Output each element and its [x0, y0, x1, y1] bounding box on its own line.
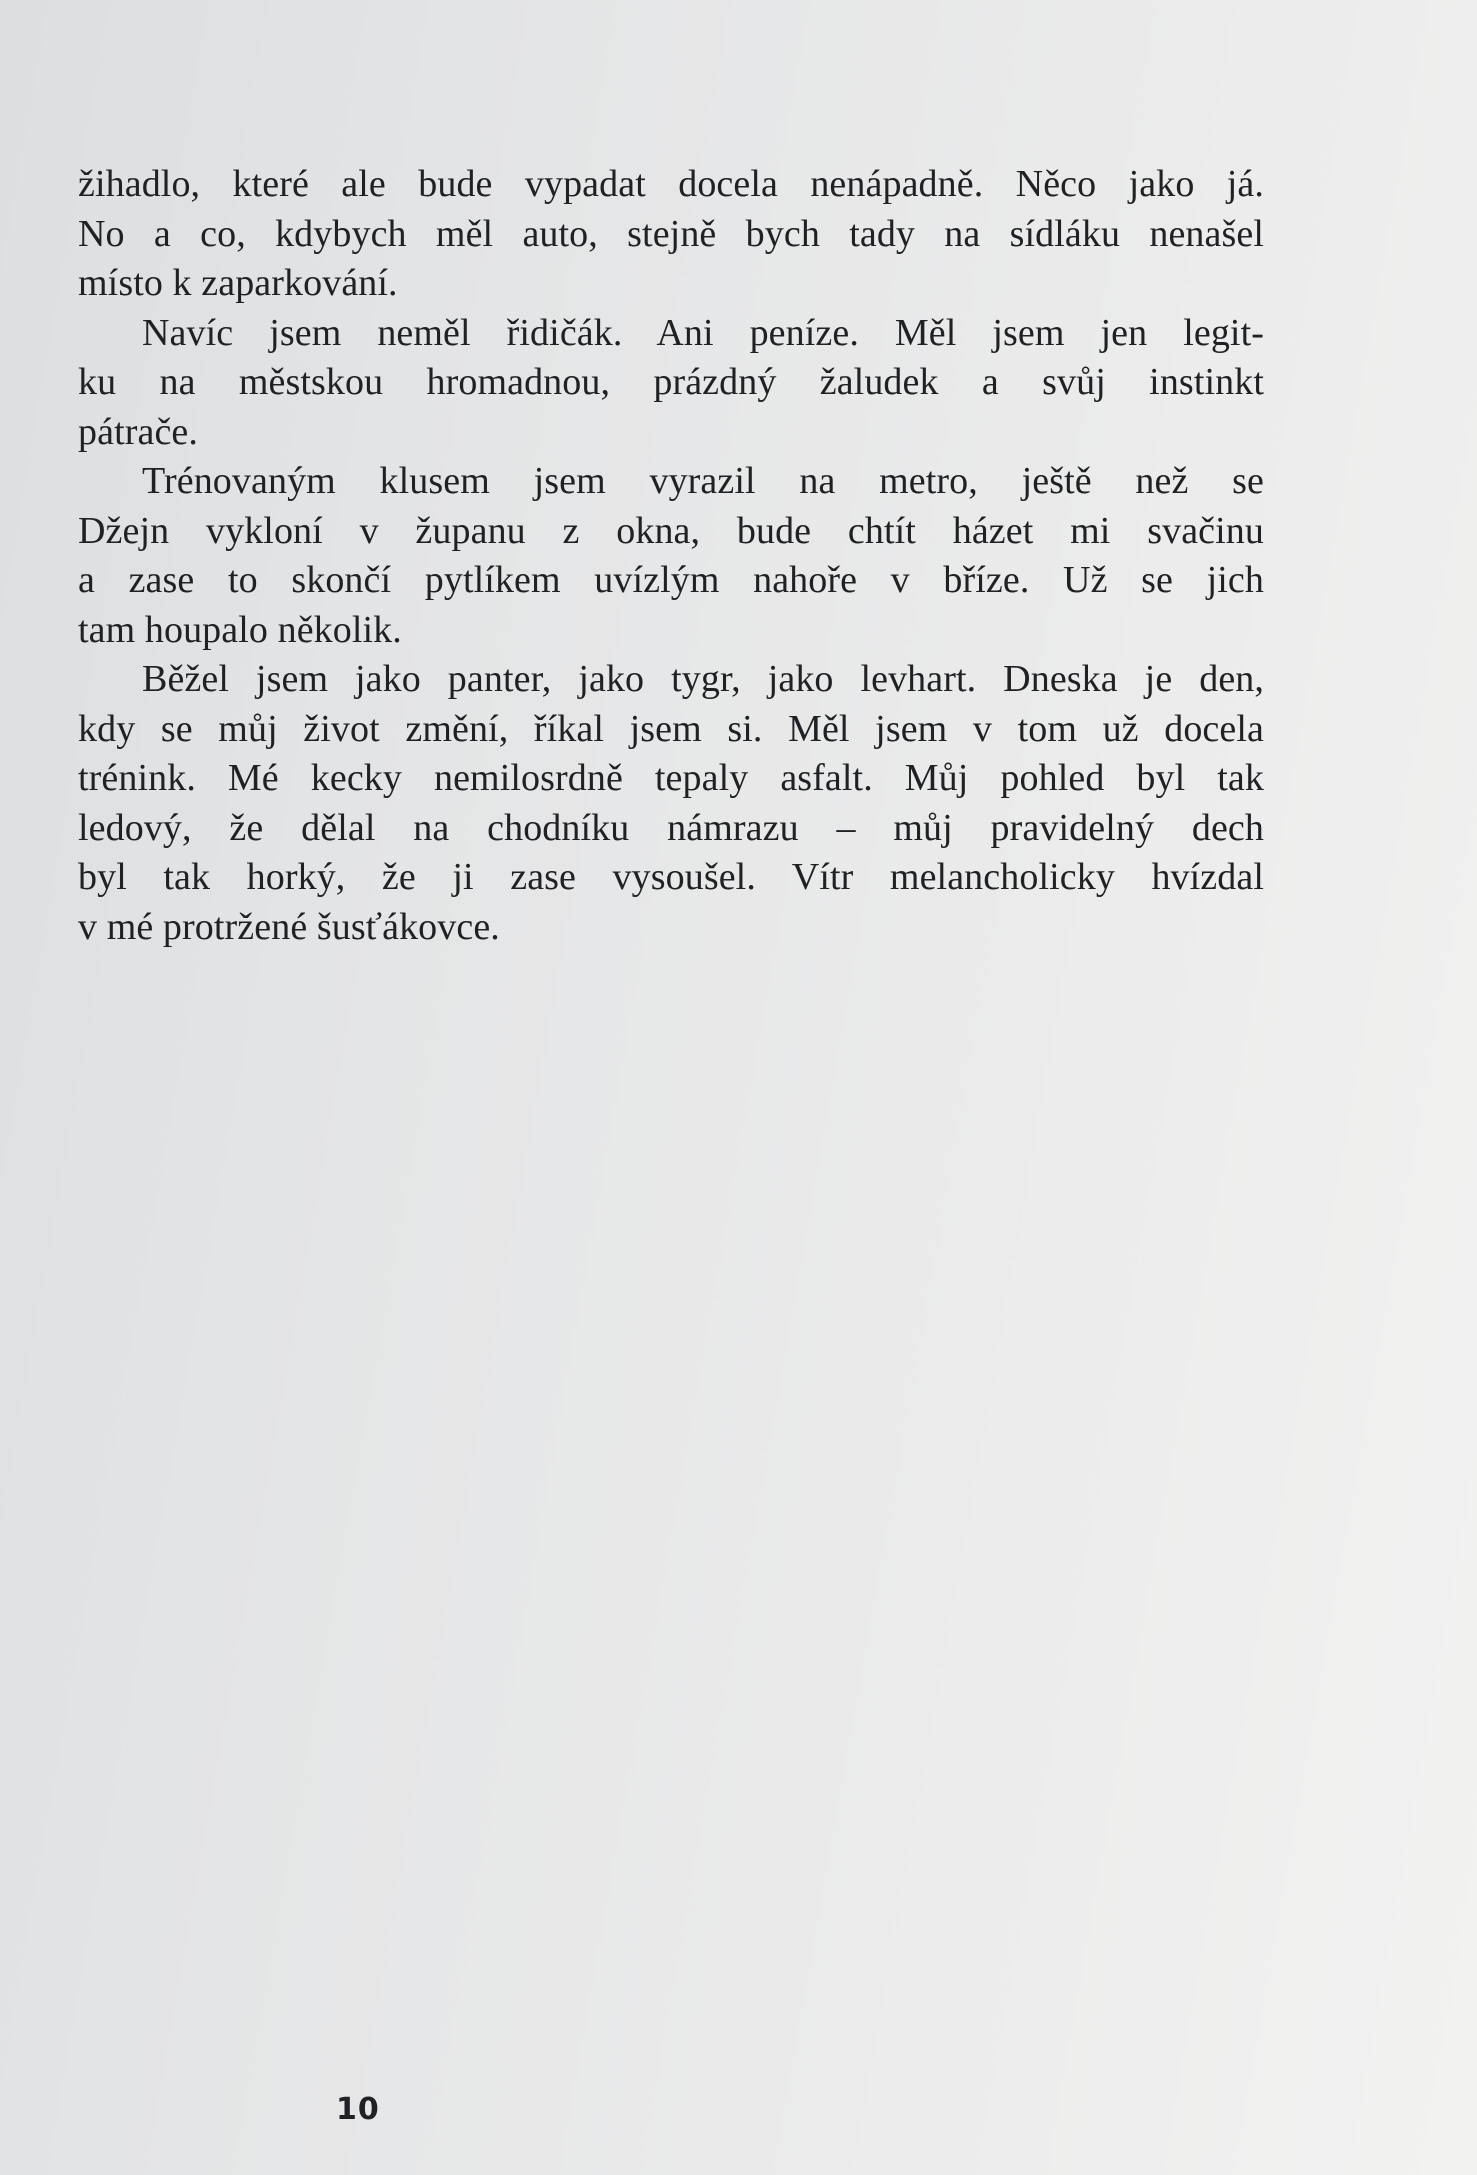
- paragraph-2: [78, 309, 1264, 458]
- text-line: byl tak horký, že ji zase vysoušel. Vítr melancholicky hvízdal: [78, 856, 1264, 898]
- text-line: ledový, že dělal na chodníku námrazu – můj pravidelný dech: [78, 806, 1264, 849]
- text-line: pátrače.: [78, 410, 198, 453]
- text-line: trénink. Mé kecky nemilosrdně tepaly asfalt. Můj pohled byl tak: [78, 757, 1264, 799]
- text-line: Trénovaným klusem jsem vyrazil na metro, ještě než se: [142, 460, 1264, 502]
- paragraph-1: [78, 160, 1264, 309]
- text-line: místo k zaparkování.: [78, 262, 398, 304]
- paragraph-4: [78, 655, 1264, 952]
- text-line: ku na městskou hromadnou, prázdný žaludek a svůj instinkt: [78, 361, 1264, 403]
- text-line: v mé protržené šusťákovce.: [78, 905, 500, 948]
- page-number: 10: [336, 2092, 380, 2127]
- paragraph-3: [78, 457, 1264, 655]
- body-text: [78, 160, 1264, 952]
- text-line: žihadlo, které ale bude vypadat docela nenápadně. Něco jako já.: [78, 163, 1264, 205]
- text-line: No a co, kdybych měl auto, stejně bych tady na sídláku nenašel: [78, 212, 1264, 255]
- text-line: kdy se můj život změní, říkal jsem si. Měl jsem v tom už docela: [78, 707, 1264, 750]
- text-line: Navíc jsem neměl řidičák. Ani peníze. Měl jsem jen legit-: [142, 311, 1264, 354]
- text-line: tam houpalo několik.: [78, 608, 402, 651]
- text-line: a zase to skončí pytlíkem uvízlým nahoře v bříze. Už se jich: [78, 559, 1264, 601]
- text-line: Běžel jsem jako panter, jako tygr, jako levhart. Dneska je den,: [142, 658, 1264, 700]
- text-line: Džejn vykloní v županu z okna, bude chtít házet mi svačinu: [78, 509, 1264, 552]
